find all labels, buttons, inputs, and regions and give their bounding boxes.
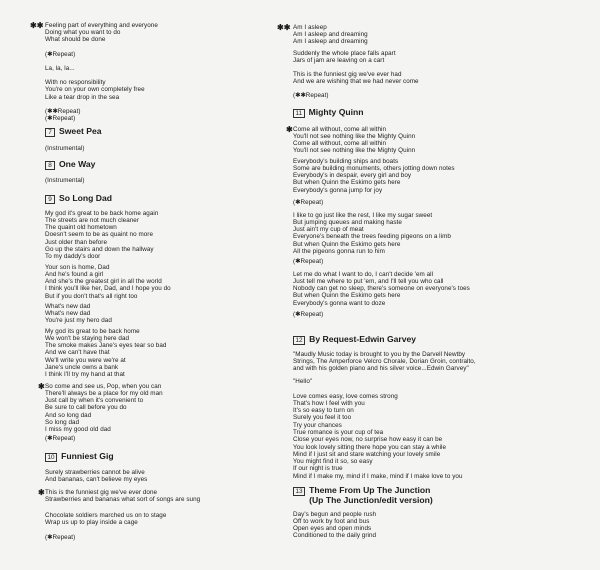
lyrics-stanza: This is the funniest gig we've ever had And we are wishing that we had never come bbox=[293, 71, 419, 86]
track-heading-7 bbox=[45, 127, 102, 137]
track-number: 13 bbox=[293, 487, 305, 496]
lyrics-stanza: Your son is home, Dad And he's found a girl And she's the greatest girl in all the world I think you'll like her, Dad, and I hope you do But if you don't that's all right too bbox=[45, 264, 171, 300]
lyrics-stanza: (✱Repeat) bbox=[293, 311, 324, 318]
track-number: 7 bbox=[45, 128, 55, 137]
lyrics-stanza: Feeling part of everything and everyone Doing what you want to do What should be done (✱Repeat) La, la, la... With no responsibility You're on your own completely free Like a tear drop in the sea (✱✱Repeat) (✱Repeat) bbox=[45, 22, 158, 123]
track-heading-9 bbox=[45, 194, 112, 204]
track-heading-8 bbox=[45, 160, 95, 170]
double-asterisk-marker: ✱✱ bbox=[30, 21, 44, 30]
track-heading-11 bbox=[293, 108, 364, 118]
track-title: Mighty Quinn bbox=[308, 107, 364, 117]
double-asterisk-marker: ✱✱ bbox=[277, 23, 291, 32]
lyrics-stanza: Suddenly the whole place falls apart Jars of jam are leaving on a cart bbox=[293, 50, 396, 65]
lyrics-stanza: You look lovely sitting there hope you can stay a while Mind if I just sit and stare watching your lovely smile You might find it so, so easy If our night is true Mind if I make my, mind if I make, mind if I make love to you bbox=[293, 444, 463, 480]
lyrics-stanza: Love comes easy, love comes strong That's how I feel with you It's so easy to turn on Surely you feel it too Try your chances True romance is your cup of tea Close your eyes now, no surprise how easy it can be bbox=[293, 393, 443, 443]
track-title: Theme From Up The Junction (Up The Junction/edit version) bbox=[309, 485, 433, 505]
lyrics-stanza: (Instrumental) bbox=[45, 145, 85, 152]
lyrics-stanza: (✱✱Repeat) bbox=[293, 92, 329, 99]
track-heading-12 bbox=[293, 335, 416, 345]
lyrics-stanza: (✱Repeat) bbox=[45, 534, 76, 541]
lyrics-stanza: Let me do what I want to do, I can't decide 'em all Just tell me where to put 'em, and I'll tell you who call Nobody can get no sleep, there's someone on everyone's toes But when Quinn the Eskimo gets here Everybody's gonna want to doze bbox=[293, 271, 470, 307]
lyrics-stanza: Am I asleep Am I asleep and dreaming Am I asleep and dreaming bbox=[293, 24, 368, 46]
asterisk-marker: ✱ bbox=[38, 382, 45, 391]
track-title: Funniest Gig bbox=[61, 451, 114, 461]
lyrics-stanza: So come and see us, Pop, when you can There'll always be a place for my old man Just call by when it's convenient to Be sure to call before you do And so long dad So long dad I miss my good old dad bbox=[45, 383, 163, 433]
track-number: 10 bbox=[45, 453, 57, 462]
track-number: 9 bbox=[45, 195, 55, 204]
lyrics-stanza: "Hello" bbox=[293, 378, 313, 385]
track-heading-13 bbox=[293, 486, 433, 505]
lyrics-stanza: Everybody's building ships and boats Some are building monuments, others jotting down notes Everybody's in despair, every girl and boy But when Quinn the Eskimo gets here Everybody's gonna jump for joy bbox=[293, 158, 455, 194]
track-number: 11 bbox=[293, 109, 305, 118]
lyrics-stanza: (Instrumental) bbox=[45, 177, 85, 184]
lyrics-stanza: Come all without, come all within You'll not see nothing like the Mighty Quinn Come all without, come all within You'll not see nothing like the Mighty Quinn bbox=[293, 126, 416, 155]
lyrics-stanza: Day's begun and people rush Off to work by foot and bus Open eyes and open minds Conditioned to the daily grind bbox=[293, 511, 377, 540]
asterisk-marker: ✱ bbox=[286, 125, 293, 134]
track-title: By Request-Edwin Garvey bbox=[309, 334, 417, 344]
track-number: 8 bbox=[45, 161, 55, 170]
track-number: 12 bbox=[293, 336, 305, 345]
lyrics-stanza: What's new dad What's new dad You're just my hero dad bbox=[45, 303, 112, 325]
track-title: So Long Dad bbox=[59, 193, 112, 203]
lyrics-stanza: My god it's great to be back home again The streets are not much cleaner The quaint old hometown Doesn't seem to be as quaint no more Just older than before Go up the stairs and down the hallway To my daddy's door bbox=[45, 210, 159, 260]
track-title: Sweet Pea bbox=[59, 126, 102, 136]
lyrics-stanza: My god its great to be back home We won't be staying here dad The smoke makes Jane's eyes tear so bad And we can't have that We'll write you were we're at Jane's uncle owns a bank I think I'll try my hand at that bbox=[45, 328, 167, 378]
lyrics-stanza: This is the funniest gig we've ever done Strawberries and bananas what sort of songs are sung bbox=[45, 489, 201, 504]
lyrics-stanza: Chocolate soldiers marched us on to stage Wrap us up to play inside a cage bbox=[45, 512, 167, 527]
lyrics-stanza: "Maudly Music today is brought to you by the Darvell Newtby Strings, The Amperforce Velcro Chorale, Dorian Groin, contralto, and with his golden piano and his silver voice...Edwin Garvey" bbox=[293, 351, 476, 373]
lyrics-stanza: (✱Repeat) bbox=[293, 199, 324, 206]
track-title: One Way bbox=[59, 159, 96, 169]
lyrics-stanza: (✱Repeat) bbox=[293, 258, 324, 265]
asterisk-marker: ✱ bbox=[38, 488, 45, 497]
lyrics-stanza: Surely strawberries cannot be alive And bananas, can't believe my eyes bbox=[45, 469, 148, 484]
track-heading-10 bbox=[45, 452, 114, 462]
lyrics-stanza: (✱Repeat) bbox=[45, 435, 76, 442]
lyrics-stanza: I like to go just like the rest, I like my sugar sweet But jumping queues and making haste Just ain't my cup of meat Everyone's beneath the trees feeding pigeons on a limb But when Quinn the Eskimo gets here All the pigeons gonna run to him bbox=[293, 212, 451, 255]
